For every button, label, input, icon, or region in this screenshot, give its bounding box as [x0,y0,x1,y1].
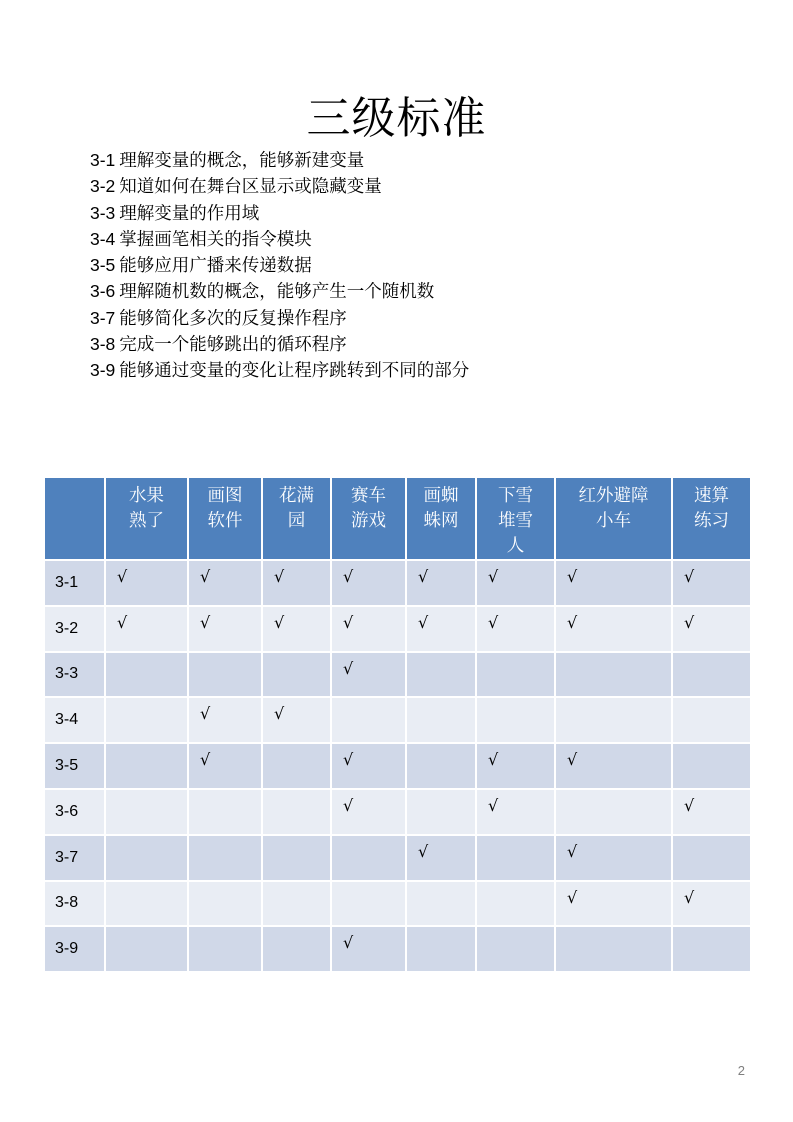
check-mark-cell: √ [188,560,262,606]
column-header-line: 园 [287,511,306,531]
check-mark-cell: √ [555,881,672,927]
table-row [44,926,751,972]
check-mark-cell: √ [331,743,406,789]
check-mark-cell: √ [188,743,262,789]
check-mark-cell: √ [555,835,672,881]
standard-code: 3-9 [90,360,116,381]
empty-cell [406,926,476,972]
empty-cell [672,835,751,881]
check-mark-cell: √ [672,789,751,835]
table-row [44,881,751,927]
empty-cell [331,835,406,881]
column-header-line: 画蜘 [423,486,459,506]
empty-cell [476,835,555,881]
standard-item [90,253,469,279]
standard-item [90,306,469,332]
column-header-line: 水果 [129,486,164,506]
check-mark-cell: √ [331,652,406,698]
table-row [44,743,751,789]
standard-text: 理解变量的概念，能够新建变量 [119,151,365,171]
check-mark-cell: √ [406,560,476,606]
column-header [406,477,476,560]
standard-text: 理解随机数的概念，能够产生一个随机数 [119,282,435,303]
standard-code: 3-2 [90,176,116,197]
row-label: 3-1 [44,560,105,606]
table-row [44,606,751,652]
table-row [44,560,751,606]
standard-code: 3-4 [90,228,116,249]
standard-code: 3-8 [90,334,116,355]
empty-cell [262,881,331,927]
column-header-line: 人 [506,536,525,556]
standard-item [90,358,469,384]
standard-code: 3-5 [90,255,116,276]
empty-cell [406,743,476,789]
table-corner-cell [44,477,105,560]
empty-cell [672,652,751,698]
column-header-line: 红外避障 [578,486,649,506]
empty-cell [105,789,188,835]
check-mark-cell: √ [406,606,476,652]
standard-text: 理解变量的作用域 [119,203,260,224]
check-mark-cell: √ [555,743,672,789]
row-label: 3-6 [44,789,105,835]
check-mark-cell: √ [672,881,751,927]
column-header-line: 速算 [694,486,729,506]
row-label: 3-9 [44,926,105,972]
check-mark-cell: √ [555,560,672,606]
standards-course-table [43,476,752,973]
empty-cell [105,881,188,927]
empty-cell [331,697,406,743]
empty-cell [555,697,672,743]
row-label: 3-3 [44,652,105,698]
column-header [672,477,751,560]
empty-cell [188,789,262,835]
empty-cell [188,881,262,927]
row-label: 3-7 [44,835,105,881]
check-mark-cell: √ [188,697,262,743]
standards-list [90,148,469,385]
standard-code: 3-3 [90,202,116,223]
standard-item [90,332,469,358]
empty-cell [188,926,262,972]
standard-code: 3-7 [90,307,116,328]
standard-item [90,227,469,253]
table-row [44,697,751,743]
empty-cell [672,926,751,972]
standard-item [90,201,469,227]
column-header [105,477,188,560]
check-mark-cell: √ [262,606,331,652]
empty-cell [105,743,188,789]
empty-cell [555,789,672,835]
empty-cell [188,835,262,881]
row-label: 3-4 [44,697,105,743]
column-header-line: 下雪 [498,486,533,506]
check-mark-cell: √ [331,560,406,606]
column-header-line: 练习 [694,511,729,531]
empty-cell [105,835,188,881]
check-mark-cell: √ [672,560,751,606]
empty-cell [672,697,751,743]
standard-text: 完成一个能够跳出的循环程序 [119,335,347,356]
standard-item [90,148,469,174]
standard-text: 知道如何在舞台区显示或隐藏变量 [119,177,382,198]
column-header-line: 小车 [596,511,631,531]
standard-text: 能够简化多次的反复操作程序 [119,308,347,329]
table-row [44,789,751,835]
column-header [331,477,406,560]
empty-cell [262,835,331,881]
table-header-row [44,477,751,560]
standard-text: 能够应用广播来传递数据 [119,256,312,277]
column-header-line: 蛛网 [423,511,459,531]
empty-cell [672,743,751,789]
check-mark-cell: √ [105,560,188,606]
empty-cell [476,652,555,698]
check-mark-cell: √ [672,606,751,652]
check-mark-cell: √ [476,743,555,789]
check-mark-cell: √ [331,789,406,835]
empty-cell [262,926,331,972]
empty-cell [406,652,476,698]
standard-item [90,279,469,305]
empty-cell [105,926,188,972]
page-number: 2 [737,1063,745,1078]
row-label: 3-8 [44,881,105,927]
empty-cell [105,697,188,743]
empty-cell [262,789,331,835]
empty-cell [262,743,331,789]
check-mark-cell: √ [476,560,555,606]
empty-cell [476,697,555,743]
empty-cell [555,926,672,972]
standard-item [90,174,469,200]
table-row [44,652,751,698]
check-mark-cell: √ [476,789,555,835]
empty-cell [406,697,476,743]
standard-code: 3-1 [90,150,116,170]
empty-cell [331,881,406,927]
check-mark-cell: √ [105,606,188,652]
check-mark-cell: √ [331,926,406,972]
column-header-line: 画图 [207,486,243,506]
empty-cell [406,789,476,835]
column-header [262,477,331,560]
empty-cell [476,881,555,927]
empty-cell [188,652,262,698]
page-title: 三级标准 [306,93,487,145]
table-row [44,835,751,881]
table-body [44,560,751,972]
column-header [188,477,262,560]
column-header-line: 软件 [207,511,243,531]
column-header-line: 熟了 [129,511,164,531]
empty-cell [406,881,476,927]
standard-code: 3-6 [90,281,116,302]
empty-cell [555,652,672,698]
check-mark-cell: √ [262,560,331,606]
check-mark-cell: √ [476,606,555,652]
standard-text: 掌握画笔相关的指令模块 [119,229,312,250]
check-mark-cell: √ [555,606,672,652]
column-header [476,477,555,560]
empty-cell [262,652,331,698]
column-header-line: 花满 [279,486,314,506]
row-label: 3-5 [44,743,105,789]
check-mark-cell: √ [262,697,331,743]
row-label: 3-2 [44,606,105,652]
column-header [555,477,672,560]
check-mark-cell: √ [331,606,406,652]
column-header-line: 赛车 [351,486,386,506]
column-header-line: 游戏 [351,511,386,531]
column-header-line: 堆雪 [498,511,533,531]
standard-text: 能够通过变量的变化让程序跳转到不同的部分 [119,361,470,382]
empty-cell [105,652,188,698]
empty-cell [476,926,555,972]
check-mark-cell: √ [406,835,476,881]
check-mark-cell: √ [188,606,262,652]
